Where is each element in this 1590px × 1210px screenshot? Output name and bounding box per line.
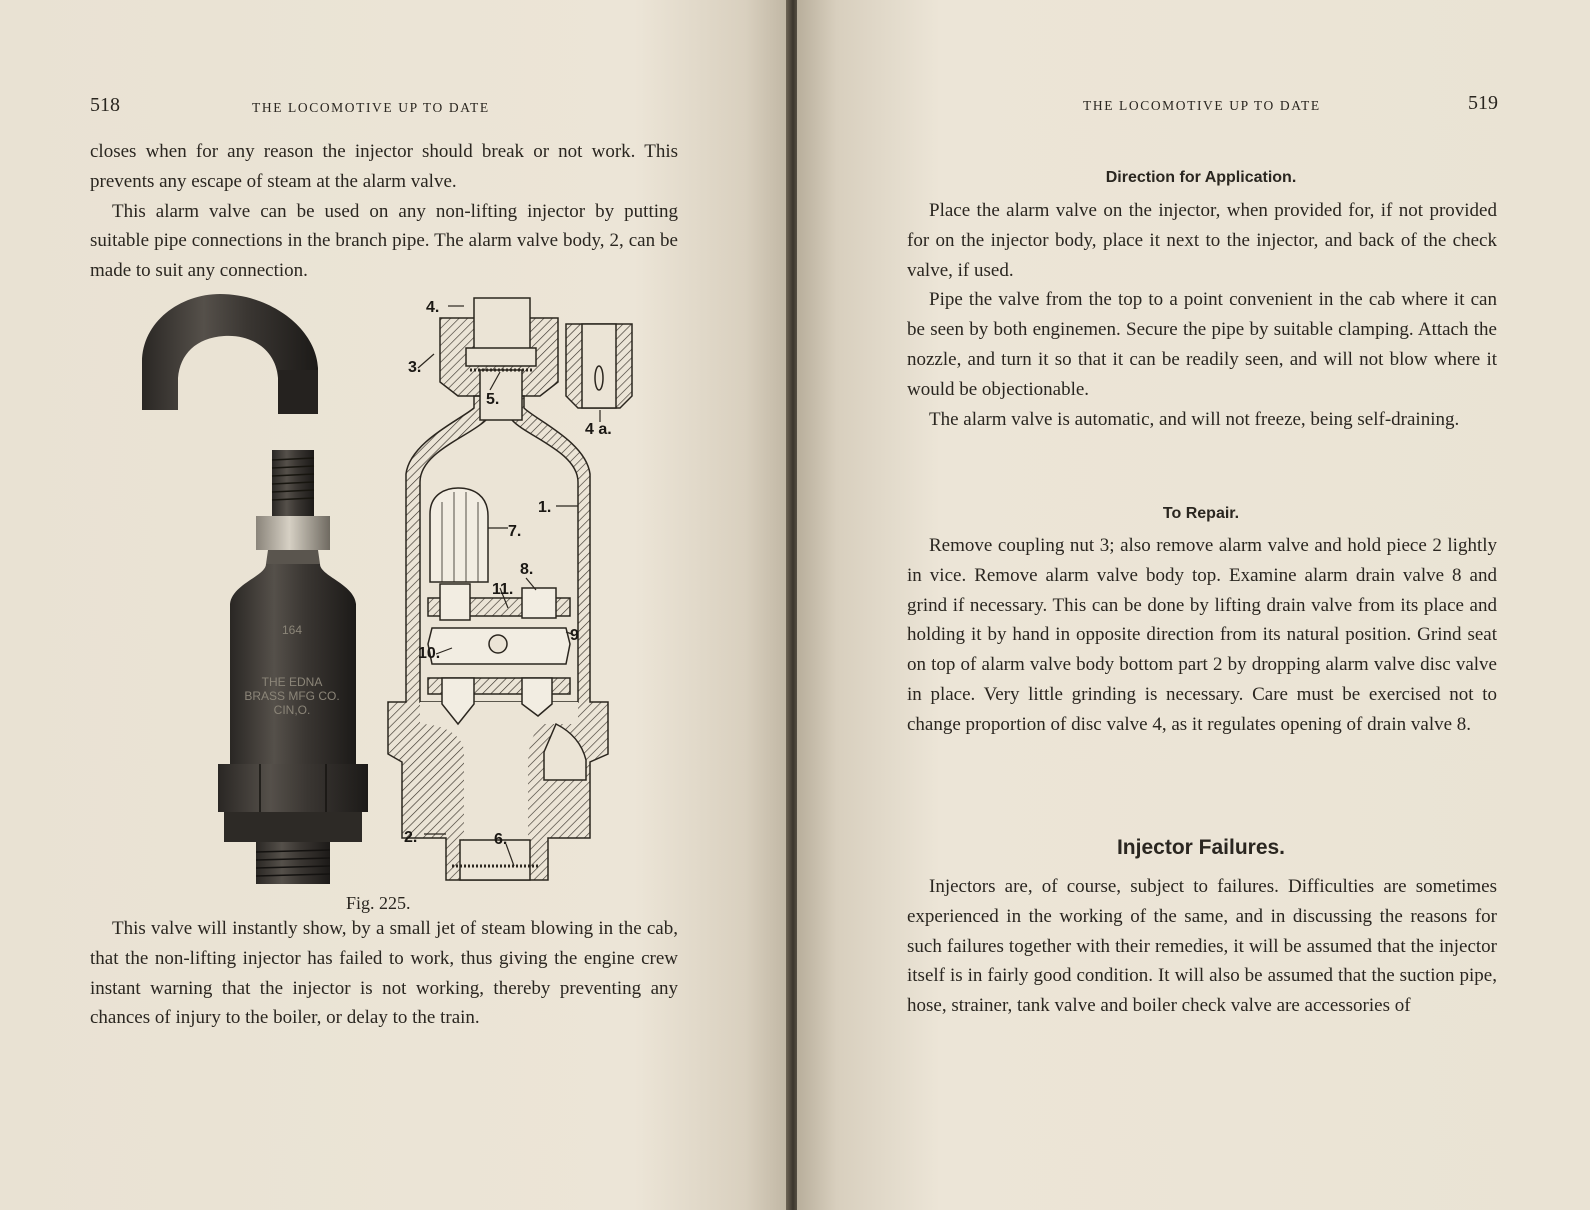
stamp-line: CIN,O.	[273, 703, 311, 717]
paragraph: Pipe the valve from the top to a point convenient in the cab where it can be seen by both enginemen. Secure the pipe by suitable clamping. Attach the nozzle, and turn it so that it can be readily seen, and will not blow where it would be objectionable.	[907, 289, 1497, 400]
page-number-left: 518	[90, 94, 120, 116]
stamp-line: THE EDNA	[261, 675, 323, 689]
section-heading-application: Direction for Application.	[1105, 169, 1297, 186]
label-9: 9	[570, 627, 579, 644]
running-head-right: THE LOCOMOTIVE UP TO DATE	[1083, 98, 1321, 113]
label-3: 3.	[408, 359, 422, 376]
paragraph: The alarm valve is automatic, and will not freeze, being self-draining.	[929, 408, 1460, 430]
paragraph: This valve will instantly show, by a small jet of steam blowing in the cab, that the non-lifting injector has failed to work, thus giving the engine crew instant warning that the injector is not working, thereby preventing any chances of injury to the boiler, or delay to the train.	[90, 918, 678, 1029]
paragraph: Place the alarm valve on the injector, when provided for, if not provided for on the injector body, place it next to the injector, and back of the check valve, if used.	[907, 200, 1497, 281]
paragraph: This alarm valve can be used on any non-lifting injector by putting suitable pipe connections in the branch pipe. The alarm valve body, 2, can be made to suit any connection.	[90, 200, 678, 282]
right-text-application	[907, 196, 1497, 434]
stamp-line: BRASS MFG CO.	[244, 689, 340, 703]
right-text-failures	[907, 872, 1497, 1021]
label-10: 10.	[418, 645, 441, 662]
label-2: 2.	[404, 829, 418, 846]
figure-caption: Fig. 225.	[346, 893, 411, 913]
right-page	[797, 0, 1590, 1210]
section-heading-failures: Injector Failures.	[1116, 836, 1286, 859]
left-page	[0, 0, 793, 1210]
figure-illustration	[120, 292, 650, 892]
left-text-top	[90, 137, 678, 286]
right-text-repair	[907, 531, 1497, 740]
paragraph: Remove coupling nut 3; also remove alarm valve and hold piece 2 lightly in vice. Remove alarm valve body top. Examine alarm drain valve 8 and grind if necessary. This can be done by lifting drain valve from its place and holding it by hand in opposite direction from its natural position. Grind seat on top of alarm valve body bottom part 2 by dropping alarm valve disc valve in place. Very little grinding is necessary. Care must be exercised not to change proportion of disc valve 4, as it regulates opening of drain valve 8.	[907, 535, 1497, 735]
stamp-number: 164	[281, 623, 303, 637]
label-7: 7.	[508, 523, 522, 540]
page-number-right: 519	[1468, 92, 1498, 114]
left-text-bottom	[90, 914, 678, 1033]
running-head-left: THE LOCOMOTIVE UP TO DATE	[252, 100, 490, 115]
label-4: 4.	[426, 299, 440, 316]
label-1: 1.	[538, 499, 552, 516]
paragraph: Injectors are, of course, subject to failures. Difficulties are sometimes experienced in the working of the same, and in discussing the reasons for such failures together with their remedies, it will be assumed that the injector itself is in fairly good condition. It will also be assumed that the suction pipe, hose, strainer, tank valve and boiler check valve are accessories of	[907, 876, 1497, 1017]
section-heading-repair: To Repair.	[1162, 505, 1240, 522]
label-6: 6.	[494, 831, 508, 848]
valve-body-photo	[218, 450, 368, 884]
label-4a: 4 a.	[585, 421, 612, 438]
label-8: 8.	[520, 561, 534, 578]
cross-section-drawing	[388, 298, 632, 880]
label-11: 11.	[492, 581, 514, 598]
alarm-valve-figure	[120, 292, 650, 892]
label-5: 5.	[486, 391, 500, 408]
nozzle-photo	[142, 294, 318, 414]
paragraph: closes when for any reason the injector should break or not work. This prevents any escape of steam at the alarm valve.	[90, 141, 678, 192]
